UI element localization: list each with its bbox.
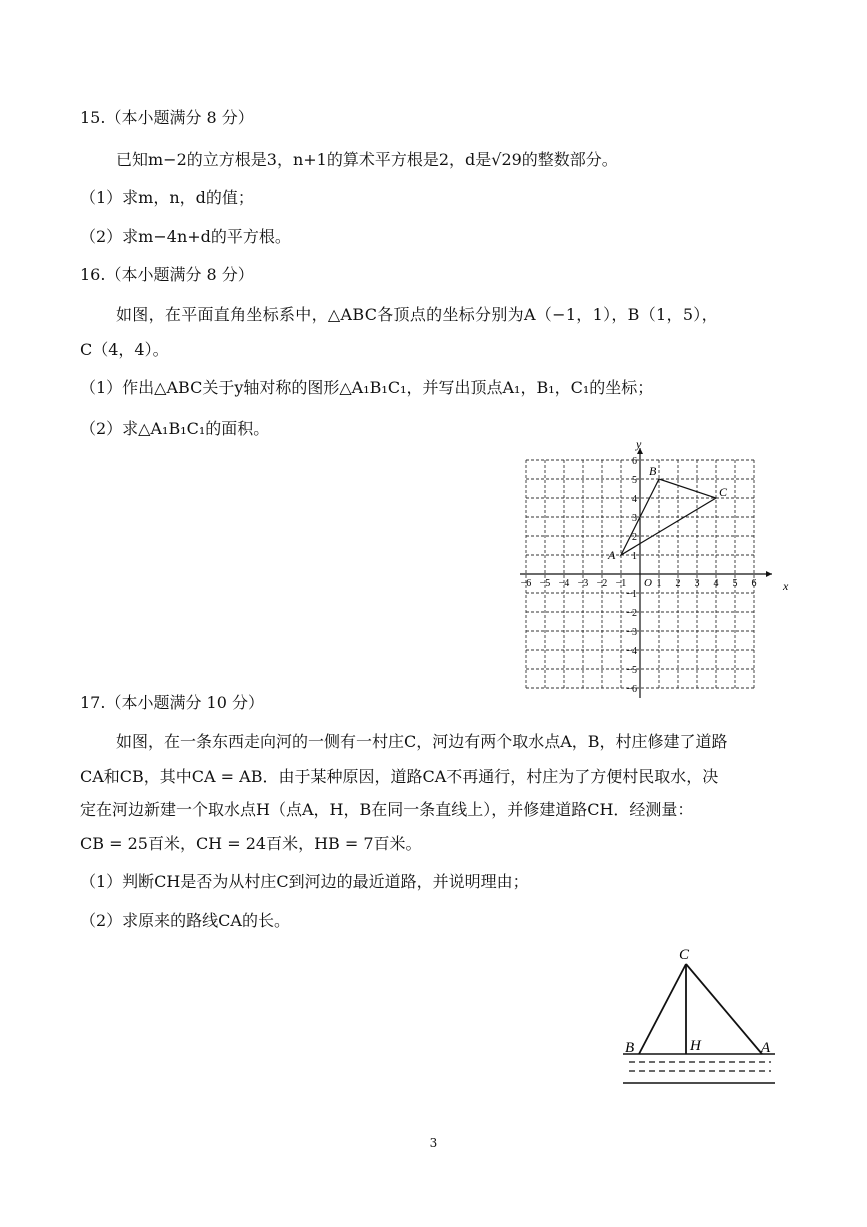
q16-header: 16.（本小题满分 8 分） bbox=[80, 265, 254, 284]
y-tick-label: −1 bbox=[626, 589, 637, 600]
q16-part1: （1）作出△ABC关于y轴对称的图形△A₁B₁C₁，并写出顶点A₁，B₁，C₁的坐标； bbox=[80, 378, 654, 397]
river-figure bbox=[615, 940, 785, 1090]
y-tick-label: −3 bbox=[626, 627, 637, 638]
x-tick-label: −5 bbox=[539, 578, 551, 589]
y-tick-label: −5 bbox=[626, 665, 637, 676]
vertex-label-b: B bbox=[649, 464, 657, 478]
q17-header: 17.（本小题满分 10 分） bbox=[80, 693, 264, 712]
y-tick-label: −6 bbox=[626, 684, 637, 695]
y-tick-label: 1 bbox=[632, 551, 637, 562]
label-h: H bbox=[690, 1038, 701, 1054]
q15-header: 15.（本小题满分 8 分） bbox=[80, 108, 254, 127]
vertex-label-a: A bbox=[608, 548, 616, 562]
x-tick-label: −3 bbox=[577, 578, 589, 589]
q16-stem-line1: 如图，在平面直角坐标系中，△ABC各顶点的坐标分别为A（−1，1），B（1，5）， bbox=[116, 305, 718, 324]
x-tick-label: 5 bbox=[732, 578, 738, 589]
label-c: C bbox=[679, 947, 690, 963]
x-tick-label: 3 bbox=[694, 578, 700, 589]
y-tick-label: 5 bbox=[632, 475, 637, 486]
x-tick-label: 4 bbox=[713, 578, 719, 589]
q15-part1: （1）求m，n，d的值； bbox=[80, 188, 254, 207]
page-number: 3 bbox=[429, 1136, 438, 1150]
q17-part1: （1）判断CH是否为从村庄C到河边的最近道路，并说明理由； bbox=[80, 872, 529, 891]
y-axis-label: y bbox=[636, 437, 642, 451]
q17-stem-line3: 定在河边新建一个取水点H（点A，H，B在同一条直线上），并修建道路CH．经测量： bbox=[80, 800, 694, 819]
y-tick-label: 6 bbox=[632, 456, 637, 467]
q15-stem: 已知m−2的立方根是3，n+1的算术平方根是2，d是√29的整数部分。 bbox=[116, 150, 618, 169]
y-tick-label: 4 bbox=[632, 494, 637, 505]
q17-stem-line1: 如图，在一条东西走向河的一侧有一村庄C，河边有两个取水点A，B，村庄修建了道路 bbox=[116, 732, 728, 751]
q16-stem-line2: C（4，4）。 bbox=[80, 340, 169, 359]
segment-cb bbox=[639, 964, 686, 1054]
label-b: B bbox=[625, 1040, 635, 1056]
x-tick-label: −4 bbox=[558, 578, 570, 589]
x-tick-label: −2 bbox=[596, 578, 608, 589]
q17-stem-line4: CB = 25百米，CH = 24百米，HB = 7百米。 bbox=[80, 834, 422, 853]
x-axis-arrow bbox=[766, 571, 772, 577]
q17-stem-line2: CA和CB，其中CA = AB．由于某种原因，道路CA不再通行，村庄为了方便村民取水，决 bbox=[80, 767, 719, 786]
x-tick-label: 2 bbox=[675, 578, 681, 589]
x-tick-label: 6 bbox=[751, 578, 757, 589]
y-tick-label: −2 bbox=[626, 608, 637, 619]
y-tick-label: 2 bbox=[632, 532, 637, 543]
coordinate-figure bbox=[520, 436, 795, 698]
y-tick-label: 3 bbox=[632, 513, 637, 524]
x-tick-label: 1 bbox=[656, 578, 662, 589]
origin-label: O bbox=[644, 577, 652, 589]
vertex-label-c: C bbox=[719, 485, 728, 499]
q17-part2: （2）求原来的路线CA的长。 bbox=[80, 911, 290, 930]
q16-part2: （2）求△A₁B₁C₁的面积。 bbox=[80, 419, 270, 438]
q15-part2: （2）求m−4n+d的平方根。 bbox=[80, 227, 291, 246]
x-axis-label: x bbox=[783, 579, 789, 593]
y-tick-label: −4 bbox=[626, 646, 637, 657]
label-a: A bbox=[761, 1040, 771, 1056]
x-tick-label: −1 bbox=[615, 578, 627, 589]
x-tick-label: −6 bbox=[520, 578, 532, 589]
